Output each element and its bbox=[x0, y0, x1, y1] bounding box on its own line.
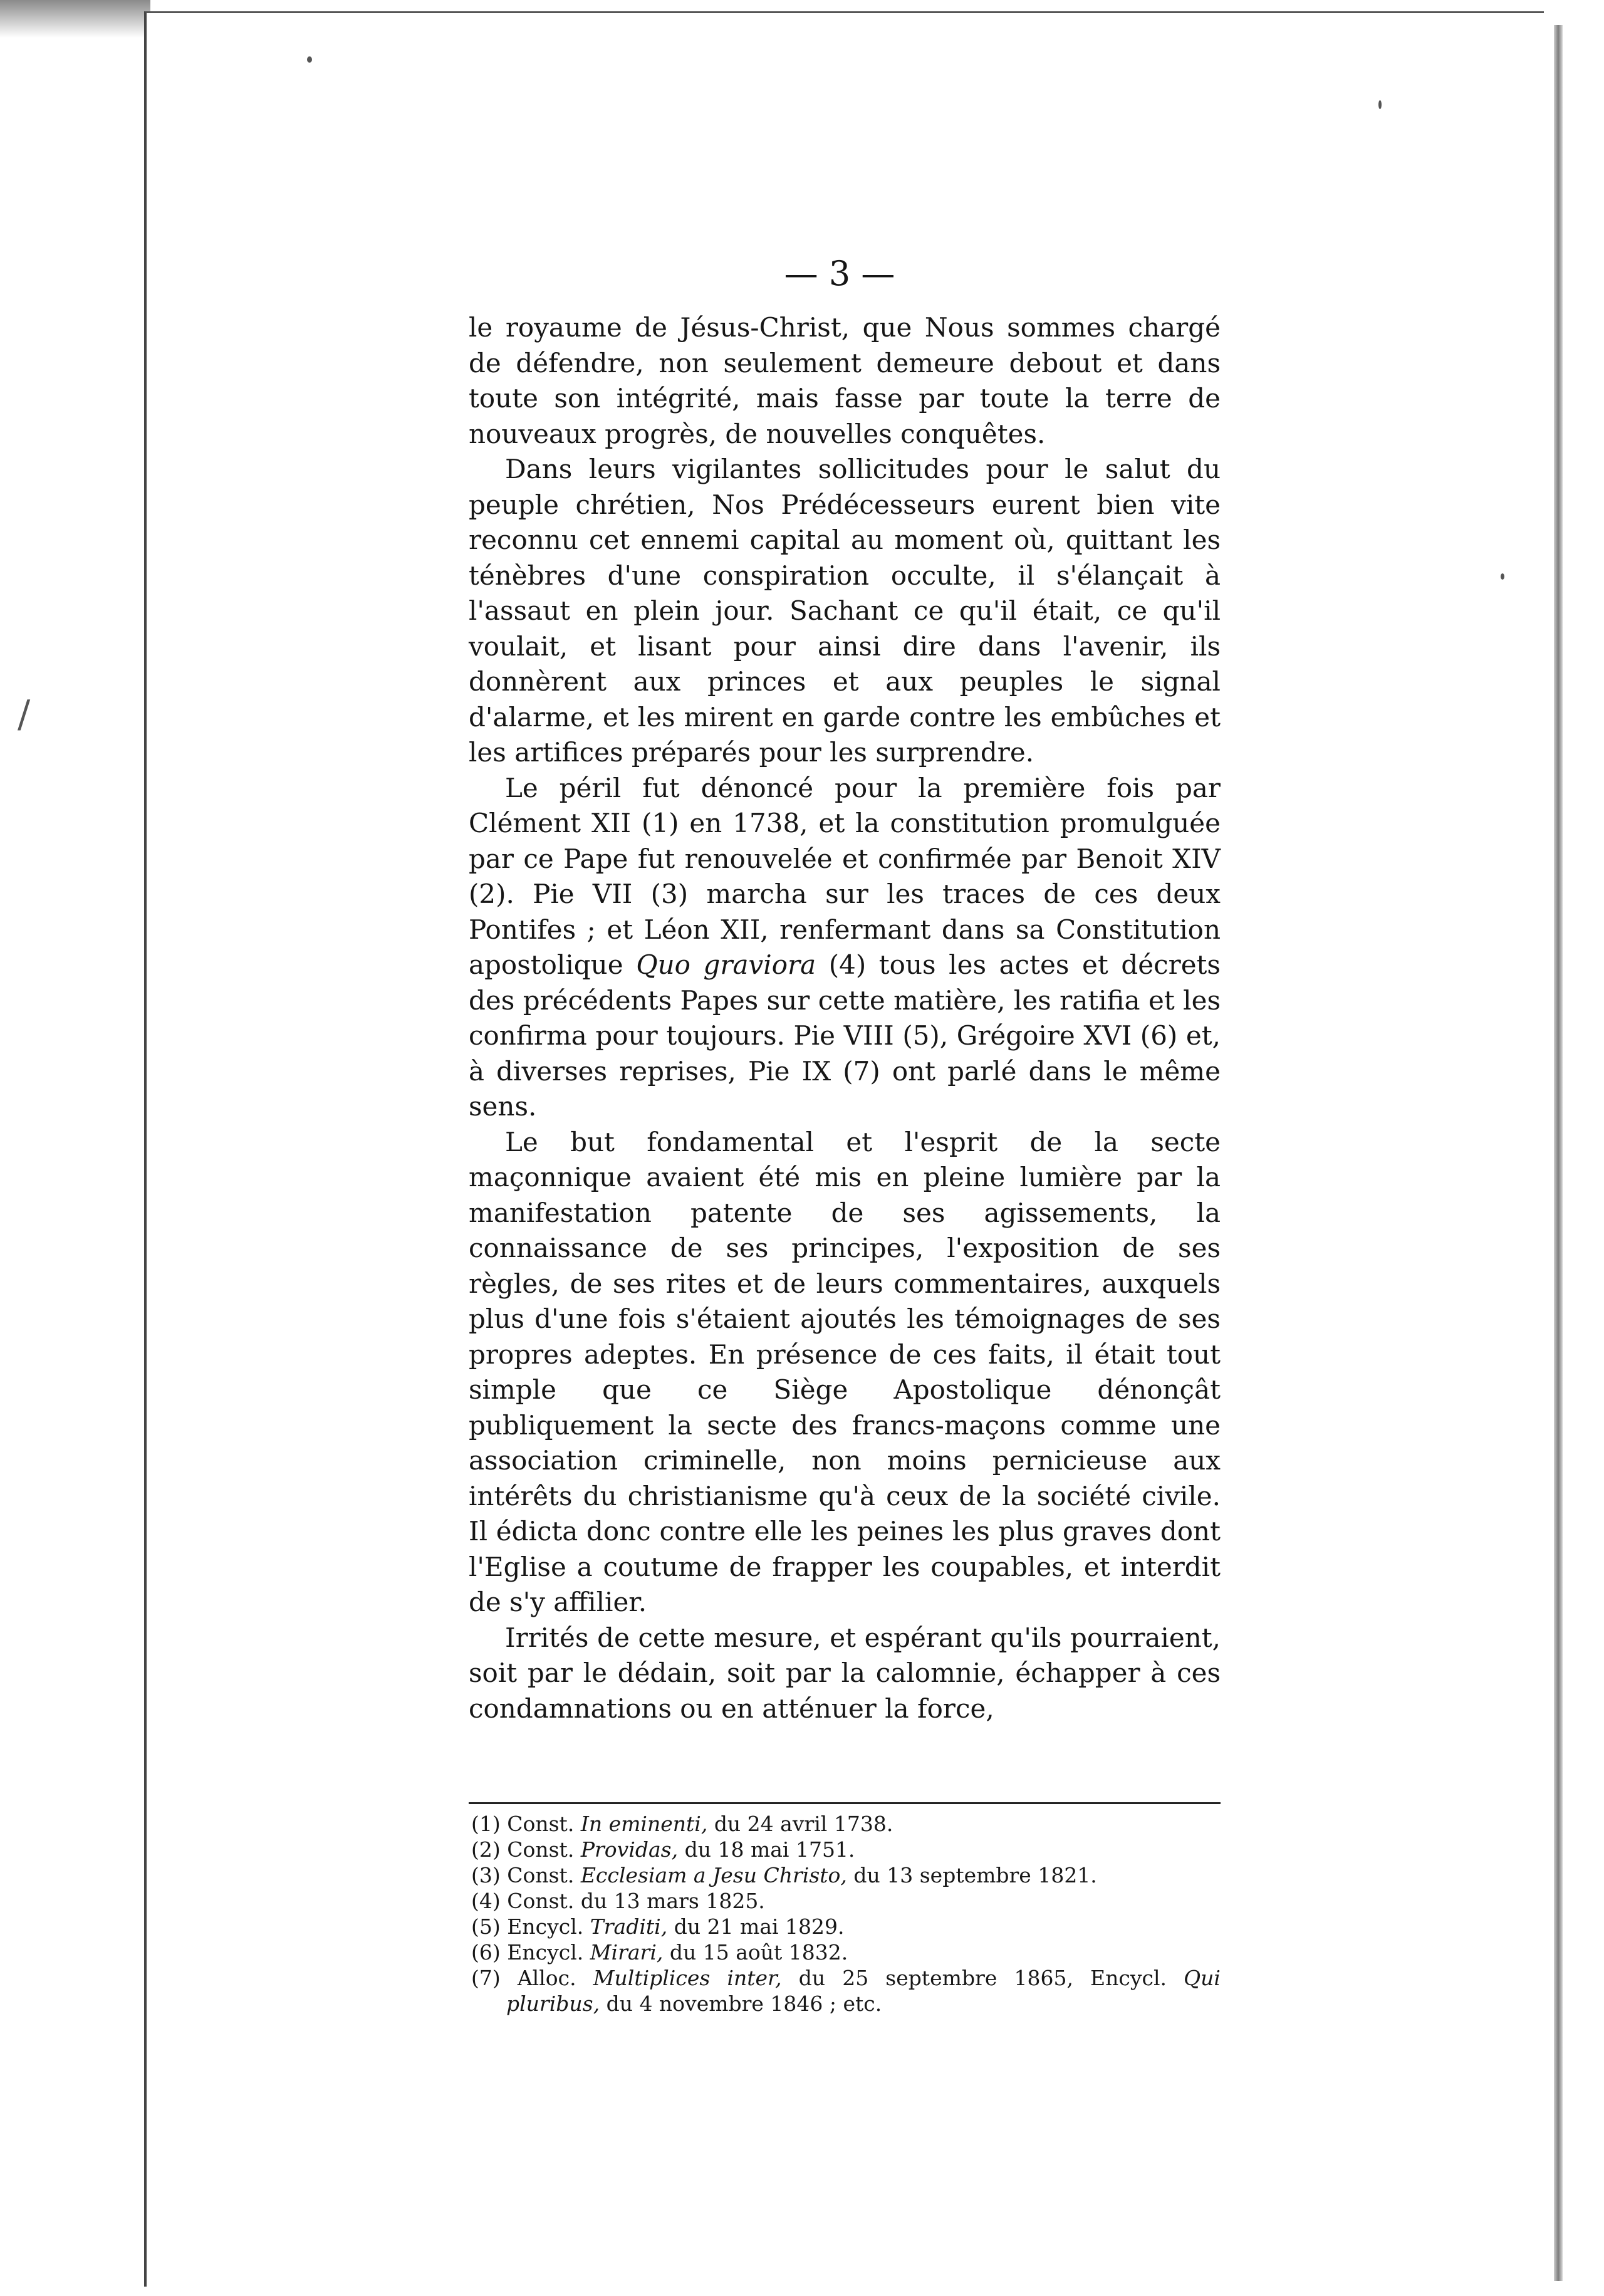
scan-speck bbox=[1378, 100, 1382, 109]
page-number: — 3 — bbox=[784, 254, 895, 293]
footnote: (2) Const. Providas, du 18 mai 1751. bbox=[471, 1837, 855, 1862]
scan-shadow-top-left bbox=[0, 0, 150, 38]
footnote: (6) Encycl. Mirari, du 15 août 1832. bbox=[471, 1940, 848, 1965]
page-edge-shadow bbox=[1554, 25, 1563, 2281]
paragraph: Dans leurs vigilantes sollicitudes pour le salut du peuple chrétien, Nos Prédécesseurs eurent bien vite reconnu cet ennemi capital au moment où, quittant les ténèbres d'une conspiration occulte, il s'élançait à l'assaut en plein jour. Sachant ce qu'il était, ce qu'il voulait, et lisant pour ainsi dire dans l'avenir, ils donnèrent aux princes et aux peuples le signal d'alarme, et les mirent en garde contre les embûches et les artifices préparés pour les surprendre. bbox=[469, 454, 1221, 768]
footnote: (1) Const. In eminenti, du 24 avril 1738. bbox=[471, 1812, 893, 1836]
paragraph-text: (4) tous les actes et décrets des précédents Papes sur cette matière, les ratifia et les confirma pour toujours. Pie VIII (5), Grégoire XVI (6) et, à diverses reprises, Pie IX (7) ont parlé dans le même sens. bbox=[469, 949, 1221, 1122]
paragraph: Le but fondamental et l'esprit de la secte maçonnique avaient été mis en pleine lumière par la manifestation patente de ses agissements, la connaissance de ses principes, l'exposition de ses règles, de ses rites et de leurs commentaires, auxquels plus d'une fois s'étaient ajoutés les témoignages de ses propres adeptes. En présence de ces faits, il était tout simple que ce Siège Apostolique dénonçât publiquement la secte des francs-maçons comme une association criminelle, non moins pernicieuse aux intérêts du christianisme qu'à ceux de la société civile. Il édicta donc contre elle les peines les plus graves dont l'Eglise a coutume de frapper les coupables, et interdit de s'y affilier. bbox=[469, 1126, 1221, 1617]
footnote: (4) Const. du 13 mars 1825. bbox=[471, 1889, 765, 1913]
margin-pencil-mark: / bbox=[18, 692, 31, 736]
footnote: (7) Alloc. Multiplices inter, du 25 septembre 1865, Encycl. Qui pluribus, du 4 novembre 1846 ; etc. bbox=[471, 1966, 1221, 2016]
footnote: (5) Encycl. Traditi, du 21 mai 1829. bbox=[471, 1914, 845, 1939]
footnote-divider bbox=[469, 1802, 1221, 1804]
paragraph-text: Le péril fut dénoncé pour la première fois par Clément XII (1) en 1738, et la constitution promulguée par ce Pape fut renouvelée et confirmée par Benoit XIV (2). Pie VII (3) marcha sur les traces de ces deux Pontifes ; et Léon XII, renfermant dans sa Constitution apostolique bbox=[469, 772, 1221, 980]
scan-speck bbox=[1501, 573, 1504, 580]
paragraph bbox=[469, 771, 1221, 1125]
paragraph: Irrités de cette mesure, et espérant qu'ils pourraient, soit par le dédain, soit par la calomnie, échapper à ces condamnations ou en atténuer la force, bbox=[469, 1622, 1221, 1724]
footnote: (3) Const. Ecclesiam a Jesu Christo, du 13 septembre 1821. bbox=[471, 1863, 1097, 1887]
scan-speck bbox=[307, 56, 312, 63]
body-text bbox=[469, 310, 1221, 1726]
paragraph: le royaume de Jésus-Christ, que Nous sommes chargé de défendre, non seulement demeure debout et dans toute son intégrité, mais fasse par toute la terre de nouveaux progrès, de nouvelles conquêtes. bbox=[469, 312, 1221, 449]
footnotes bbox=[471, 1811, 1221, 2017]
inline-title: Quo graviora bbox=[636, 949, 816, 980]
